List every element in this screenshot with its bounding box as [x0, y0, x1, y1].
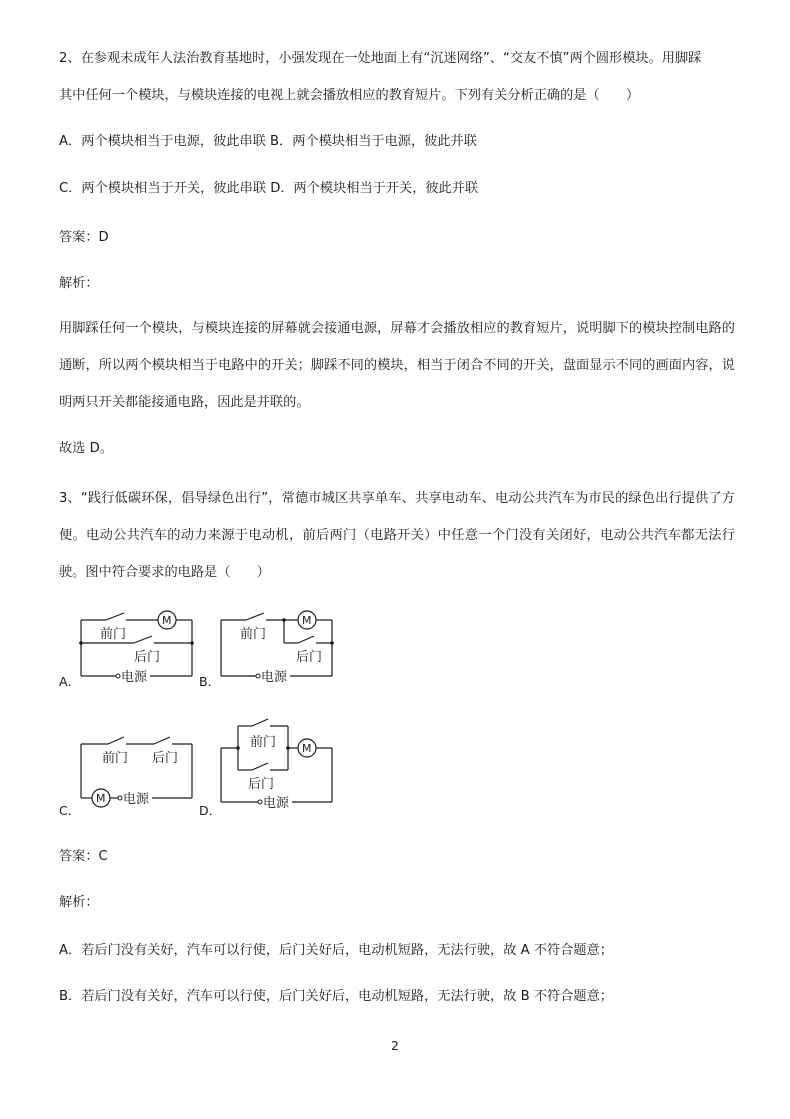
circuit-a-back-door: 后门	[134, 650, 161, 665]
circuit-c-front-door: 前门	[102, 751, 129, 766]
circuit-c-motor: M	[96, 792, 106, 805]
page-number: 2	[391, 1039, 399, 1053]
circuit-d-front-door: 前门	[250, 735, 277, 750]
option-b-label: B．	[199, 674, 221, 689]
q2-options-cd: C．两个模块相当于开关，彼此串联 D．两个模块相当于开关，彼此并联	[59, 181, 479, 196]
circuit-a-front-door: 前门	[100, 627, 127, 642]
option-d-label: D．	[199, 803, 222, 818]
circuit-b-front-door: 前门	[240, 627, 267, 642]
circuit-c-back-door: 后门	[152, 751, 179, 766]
q2-options-ab: A．两个模块相当于电源，彼此串联 B．两个模块相当于电源，彼此并联	[59, 134, 477, 149]
circuit-d-motor: M	[302, 742, 312, 755]
circuit-d-power: 电源	[263, 796, 290, 810]
circuit-b-power: 电源	[261, 670, 288, 685]
circuit-c-power: 电源	[123, 792, 150, 807]
circuit-b-diagram	[218, 606, 338, 686]
q3-analysis-b: B．若后门没有关好，汽车可以行使，后门关好后，电动机短路，无法行驶，故 B 不符合题意；	[59, 989, 613, 1004]
q3-analysis-a: A．若后门没有关好，汽车可以行使，后门关好后，电动机短路，无法行驶，故 A 不符合题意；	[59, 943, 613, 958]
option-c-label: C．	[59, 803, 81, 818]
q2-analysis-text: 用脚踩任何一个模块，与模块连接的屏幕就会接通电源，屏幕才会播放相应的教育短片，说明脚下的模块控制电路的通断，所以两个模块相当于电路中的开关；脚踩不同的模块，相当于闭合不同的开关，盘面显示不同的画面内容，说明两只开关都能接通电路，因此是并联的。	[59, 321, 735, 410]
circuit-b-back-door: 后门	[296, 650, 323, 665]
q2-stem-line-2: 其中任何一个模块，与模块连接的电视上就会播放相应的教育短片。下列有关分析正确的是（ ）	[59, 88, 640, 103]
circuit-d-diagram	[218, 714, 338, 810]
circuit-d-back-door: 后门	[248, 777, 275, 792]
q2-answer: 答案：D	[59, 230, 109, 245]
q3-answer: 答案：C	[59, 849, 108, 864]
option-a-label: A．	[59, 674, 81, 689]
circuit-b-motor: M	[302, 614, 312, 627]
circuit-c-diagram	[78, 734, 198, 810]
circuit-a-power: 电源	[121, 670, 148, 685]
circuit-a-motor: M	[162, 614, 172, 627]
q3-analysis-label: 解析：	[59, 895, 99, 910]
circuit-a-diagram	[78, 606, 198, 686]
q2-analysis-label: 解析：	[59, 276, 99, 291]
q2-stem-line-1: 2、在参观未成年人法治教育基地时，小强发现在一处地面上有“沉迷网络”、“交友不慎”两个圆形模块。用脚踩	[59, 51, 702, 66]
q3-stem: 3、“践行低碳环保，倡导绿色出行”，常德市城区共享单车、共享电动车、电动公共汽车为市民的绿色出行提供了方便。电动公共汽车的动力来源于电动机，前后两门（电路开关）中任意一个门没有关闭好，电动公共汽车都无法行驶。图中符合要求的电路是（ ）	[59, 491, 735, 580]
q2-conclusion: 故选 D。	[59, 441, 113, 456]
